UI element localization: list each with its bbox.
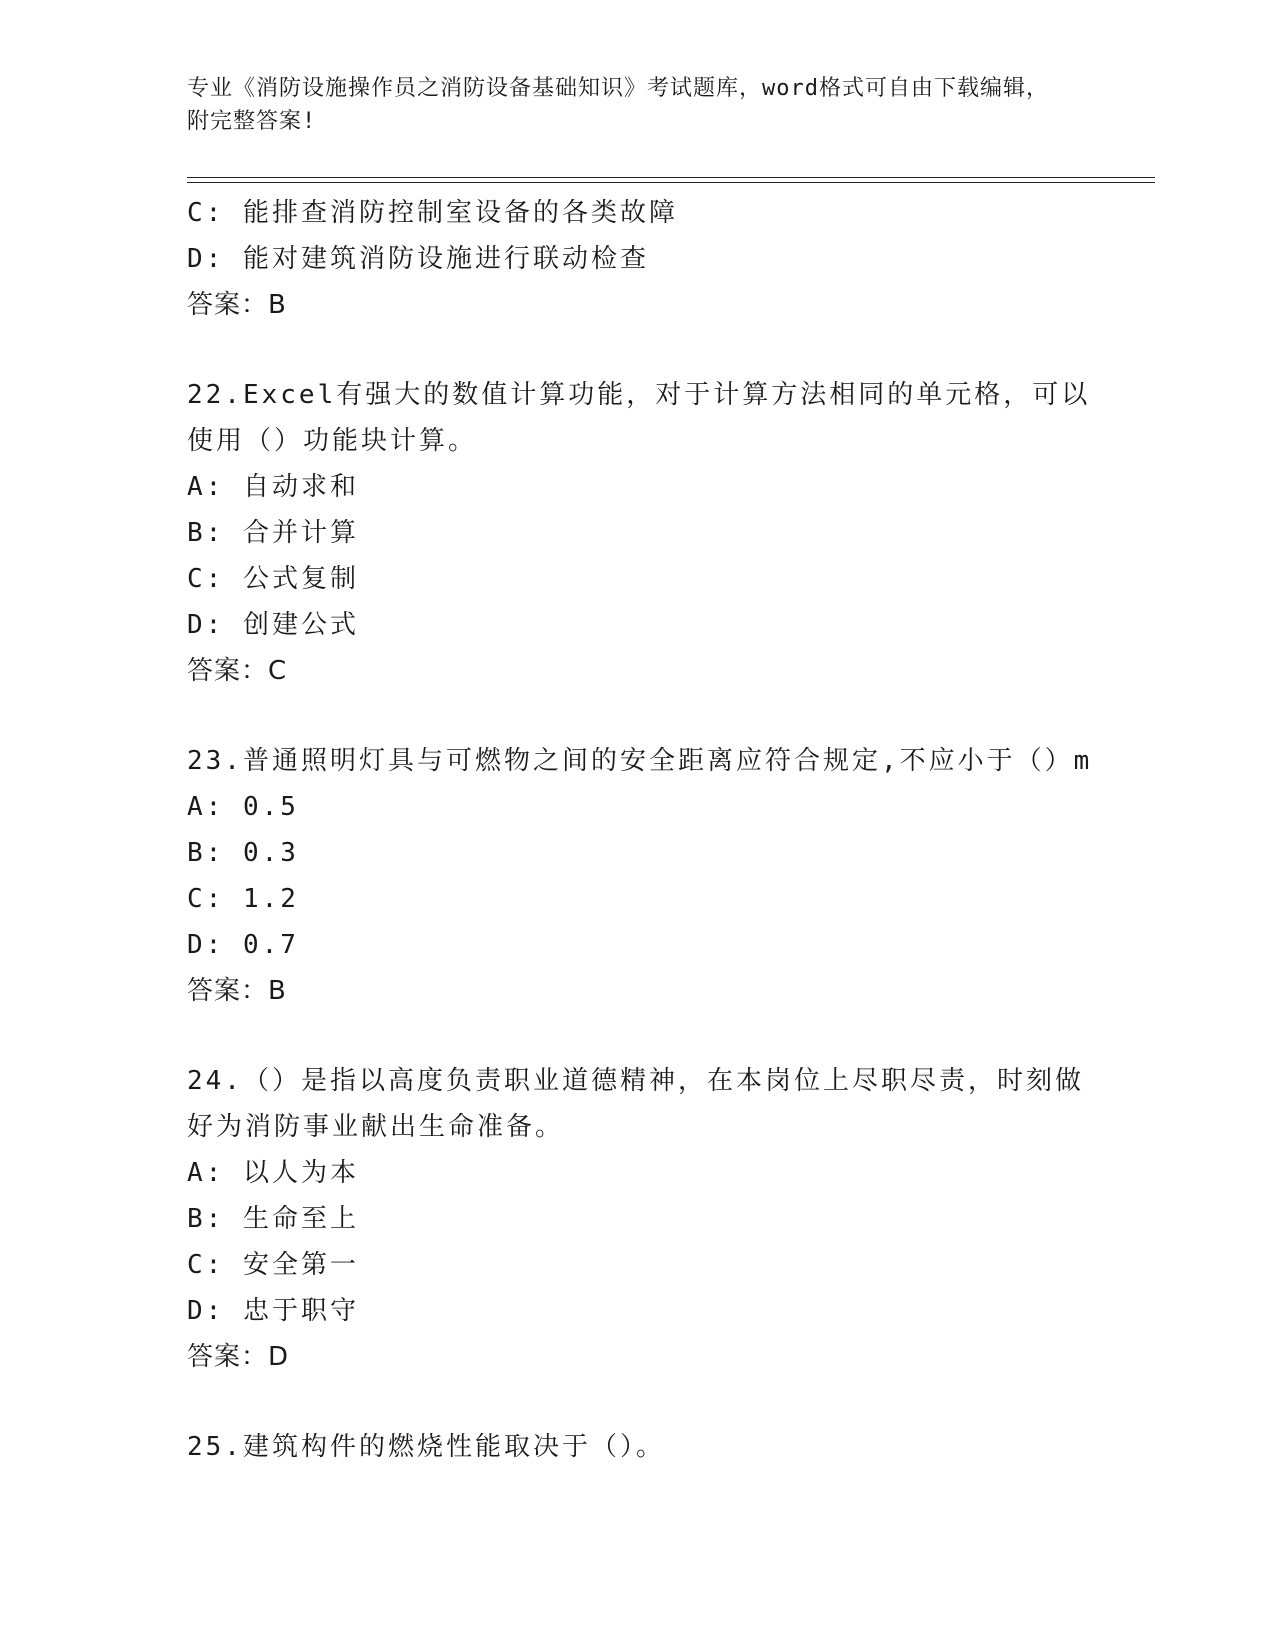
answer-line: 答案：C [187, 656, 288, 686]
question-stem: 23.普通照明灯具与可燃物之间的安全距离应符合规定,不应小于（）m [187, 746, 1093, 776]
spacer [187, 1380, 1087, 1424]
option-a: A: 自动求和 [187, 472, 359, 502]
option-d: D: 0.7 [187, 930, 299, 960]
option-c: C: 公式复制 [187, 564, 359, 594]
spacer [187, 1014, 1087, 1058]
question-stem: 好为消防事业献出生命准备。 [187, 1112, 565, 1142]
header-rule-top [187, 177, 1155, 178]
option-d: D: 创建公式 [187, 610, 359, 640]
question-stem: 25.建筑构件的燃烧性能取决于（）。 [187, 1432, 665, 1462]
answer-line: 答案：B [187, 290, 287, 320]
option-c: C: 能排查消防控制室设备的各类故障 [187, 198, 678, 228]
option-b: B: 合并计算 [187, 518, 359, 548]
answer-line: 答案：B [187, 976, 287, 1006]
answer-line: 答案：D [187, 1342, 290, 1372]
header-rule-bottom [187, 182, 1155, 183]
question-stem: 22.Excel有强大的数值计算功能，对于计算方法相同的单元格，可以 [187, 380, 1091, 410]
question-24 [187, 1058, 1087, 1380]
question-21-continuation [187, 190, 1087, 328]
question-stem: 24.（）是指以高度负责职业道德精神，在本岗位上尽职尽责，时刻做 [187, 1066, 1084, 1096]
option-b: B: 生命至上 [187, 1204, 359, 1234]
option-d: D: 能对建筑消防设施进行联动检查 [187, 244, 649, 274]
question-stem: 使用（）功能块计算。 [187, 426, 478, 456]
question-22 [187, 372, 1091, 694]
question-list [187, 190, 1093, 1470]
spacer [187, 328, 1087, 372]
option-d: D: 忠于职守 [187, 1296, 359, 1326]
spacer [187, 694, 1087, 738]
question-25 [187, 1424, 1087, 1470]
document-header: 专业《消防设施操作员之消防设备基础知识》考试题库，word格式可自由下载编辑，附完整答案! [187, 76, 1049, 134]
question-23 [187, 738, 1093, 1014]
option-b: B: 0.3 [187, 838, 299, 868]
option-c: C: 1.2 [187, 884, 299, 914]
option-a: A: 0.5 [187, 792, 299, 822]
option-a: A: 以人为本 [187, 1158, 359, 1188]
option-c: C: 安全第一 [187, 1250, 359, 1280]
